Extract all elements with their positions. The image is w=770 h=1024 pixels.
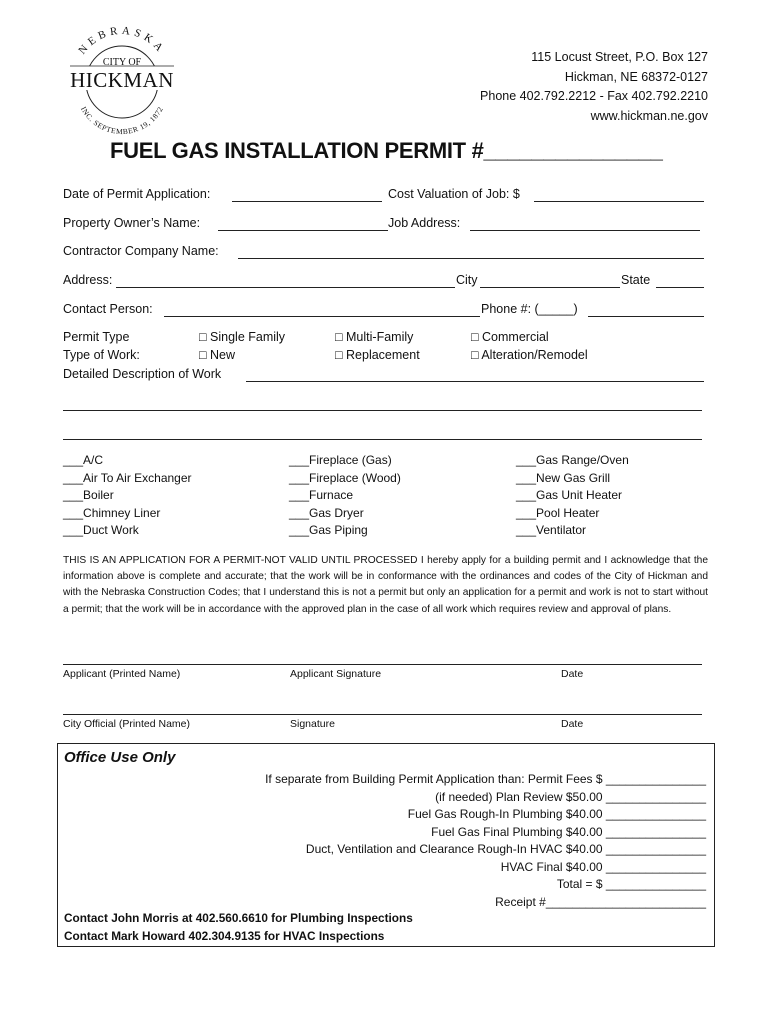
- official-signature-line[interactable]: [63, 714, 702, 715]
- hvac-contact: Contact Mark Howard 402.304.9135 for HVAC Inspections: [64, 929, 385, 943]
- checkbox-replacement[interactable]: □ Replacement: [335, 348, 420, 362]
- appliance-item-fireplace-wood[interactable]: ___Fireplace (Wood): [289, 470, 401, 485]
- cost-valuation-label: Cost Valuation of Job: $: [388, 187, 520, 201]
- appliance-item-gas-piping[interactable]: ___Gas Piping: [289, 523, 368, 537]
- appliance-column-1: [63, 452, 192, 540]
- city-seal: [62, 18, 182, 138]
- receipt-number[interactable]: Receipt #________________________: [495, 895, 706, 909]
- appliance-item-air-exchanger[interactable]: ___Air To Air Exchanger: [63, 470, 192, 485]
- official-date-label: Date: [561, 718, 584, 730]
- date-of-application-label: Date of Permit Application:: [63, 187, 211, 201]
- official-name-label: City Official (Printed Name): [63, 718, 191, 730]
- appliance-item-gas-grill[interactable]: ___New Gas Grill: [516, 470, 611, 485]
- fee-plan-review[interactable]: (if needed) Plan Review $50.00 _______________: [435, 790, 706, 804]
- appliance-column-3: [516, 452, 629, 540]
- appliance-item-duct-work[interactable]: ___Duct Work: [63, 523, 139, 537]
- property-owner-field[interactable]: [218, 230, 388, 231]
- fee-total[interactable]: Total = $ _______________: [556, 877, 706, 891]
- property-owner-label: Property Owner’s Name:: [63, 216, 201, 230]
- type-of-work-label: Type of Work:: [63, 348, 140, 362]
- seal-city-name: HICKMAN: [70, 68, 174, 92]
- detailed-description-line-2[interactable]: [63, 410, 702, 411]
- seal-bottom-text: INC. SEPTEMBER 19, 1872: [78, 104, 166, 137]
- appliance-column-2: [289, 452, 401, 540]
- appliance-item-fireplace-gas[interactable]: ___Fireplace (Gas): [289, 453, 392, 467]
- address-line: Hickman, NE 68372-0127: [564, 69, 708, 84]
- appliance-item-ventilator[interactable]: ___Ventilator: [516, 523, 587, 537]
- appliance-item-boiler[interactable]: ___Boiler: [63, 488, 114, 502]
- date-of-application-field[interactable]: [232, 201, 382, 202]
- state-label: State: [621, 273, 651, 287]
- page-title: FUEL GAS INSTALLATION PERMIT #_______________: [110, 138, 663, 163]
- contact-person-field[interactable]: [164, 316, 480, 317]
- official-signature-label: Signature: [290, 718, 335, 730]
- office-use-box: [57, 743, 715, 947]
- seal-city-of: CITY OF: [102, 57, 142, 68]
- checkbox-multi-family[interactable]: □ Multi-Family: [335, 330, 414, 344]
- permit-type-label: Permit Type: [63, 330, 130, 344]
- fee-rough-in-hvac[interactable]: Duct, Ventilation and Clearance Rough-In HVAC $40.00 _______________: [305, 842, 706, 856]
- plumbing-contact: Contact John Morris at 402.560.6610 for Plumbing Inspections: [64, 911, 413, 925]
- address-field[interactable]: [116, 287, 455, 288]
- seal-top-text: NEBRASKA: [76, 24, 168, 57]
- office-use-heading: Office Use Only: [64, 749, 176, 766]
- cost-valuation-field[interactable]: [534, 201, 704, 202]
- detailed-description-line-3[interactable]: [63, 439, 702, 440]
- fee-hvac-final[interactable]: HVAC Final $40.00 _______________: [500, 860, 706, 874]
- applicant-signature-label: Applicant Signature: [290, 668, 382, 680]
- phone-fax-line: Phone 402.792.2212 - Fax 402.792.2210: [480, 89, 708, 103]
- job-address-field[interactable]: [470, 230, 700, 231]
- applicant-signature-line[interactable]: [63, 664, 702, 665]
- appliance-item-pool-heater[interactable]: ___Pool Heater: [516, 505, 600, 520]
- detailed-description-label: Detailed Description of Work: [63, 367, 222, 381]
- contact-person-label: Contact Person:: [63, 302, 153, 316]
- detailed-description-field[interactable]: [246, 381, 704, 382]
- appliance-item-ac[interactable]: ___A/C: [63, 453, 104, 467]
- phone-field[interactable]: [588, 316, 704, 317]
- checkbox-alteration-remodel[interactable]: □ Alteration/Remodel: [471, 348, 588, 362]
- address-line: 115 Locust Street, P.O. Box 127: [531, 50, 708, 64]
- website-line: www.hickman.ne.gov: [590, 108, 708, 123]
- state-field[interactable]: [656, 287, 704, 288]
- contractor-company-label: Contractor Company Name:: [63, 244, 219, 258]
- fee-permit[interactable]: If separate from Building Permit Application than: Permit Fees $ _______________: [265, 772, 706, 786]
- contractor-company-field[interactable]: [238, 258, 704, 259]
- appliance-item-gas-unit-heater[interactable]: ___Gas Unit Heater: [516, 488, 623, 502]
- address-label: Address:: [63, 273, 113, 287]
- address-block: [480, 48, 708, 126]
- job-address-label: Job Address:: [388, 216, 461, 230]
- phone-label: Phone #: (_____): [481, 302, 578, 316]
- appliance-item-furnace[interactable]: ___Furnace: [289, 488, 354, 502]
- appliance-item-gas-range[interactable]: ___Gas Range/Oven: [516, 453, 629, 467]
- legal-acknowledgement: THIS IS AN APPLICATION FOR A PERMIT-NOT VALID UNTIL PROCESSED I hereby apply for a building permit and I acknowledge that the information above is complete and accurate; that the work will be in conformance with the ordinances and codes of the City of Hickman and with the Nebraska Construction Codes; that I understand this is not a permit but only an application for a permit and work is not to start without a permit; that the work will be in accordance with the approved plan in the case of all work which requires review and approval of plans.: [63, 555, 708, 615]
- fee-rough-in-plumbing[interactable]: Fuel Gas Rough-In Plumbing $40.00 _______________: [407, 807, 706, 821]
- city-label: City: [456, 273, 478, 287]
- seal-graphic: [62, 18, 182, 138]
- checkbox-commercial[interactable]: □ Commercial: [471, 330, 549, 344]
- appliance-item-gas-dryer[interactable]: ___Gas Dryer: [289, 505, 364, 520]
- checkbox-new[interactable]: □ New: [199, 348, 236, 362]
- appliance-item-chimney-liner[interactable]: ___Chimney Liner: [63, 505, 161, 520]
- checkbox-single-family[interactable]: □ Single Family: [199, 330, 286, 344]
- applicant-date-label: Date: [561, 668, 584, 680]
- fee-final-plumbing[interactable]: Fuel Gas Final Plumbing $40.00 _______________: [431, 825, 706, 839]
- applicant-name-label: Applicant (Printed Name): [63, 668, 181, 680]
- city-field[interactable]: [480, 287, 620, 288]
